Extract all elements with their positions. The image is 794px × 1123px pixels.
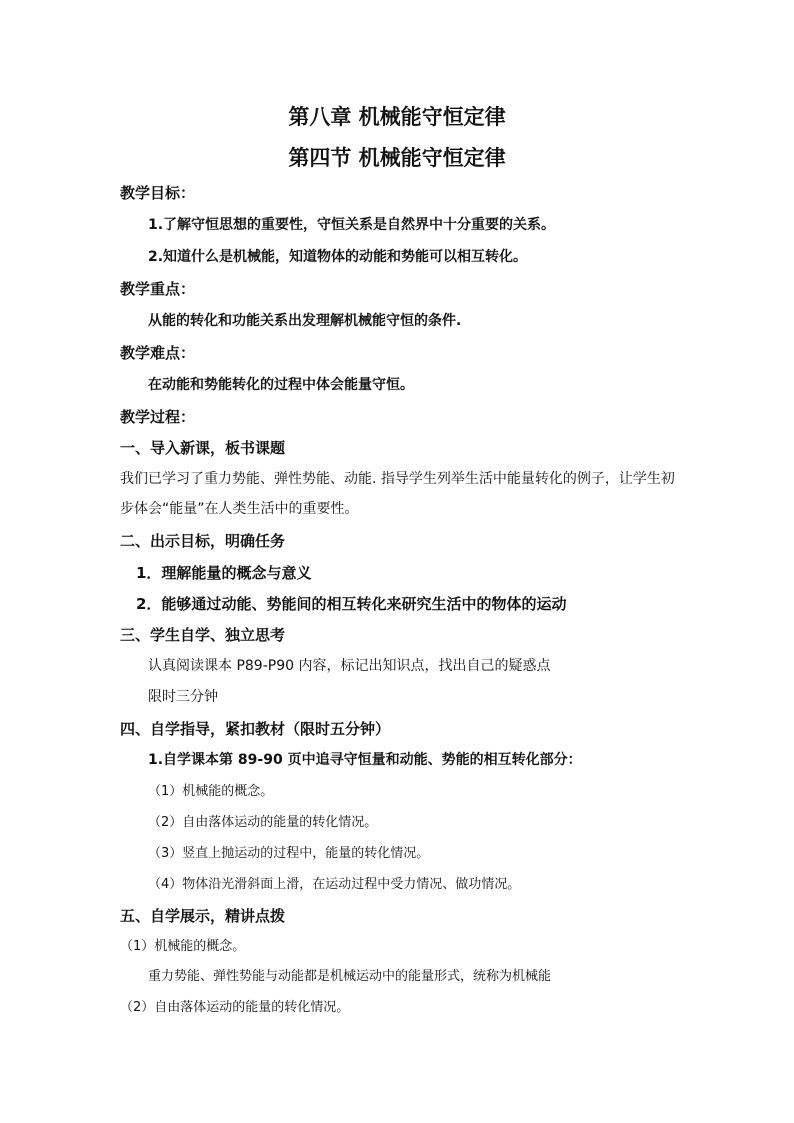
part4-question-1: （1）机械能的概念。 (148, 784, 274, 799)
part4-intro: 1.自学课本第 89-90 页中追寻守恒量和动能、势能的相互转化部分： (148, 752, 582, 768)
part4-heading: 四、自学指导，紧扣教材（限时五分钟） (120, 720, 391, 738)
part3-heading: 三、学生自学、独立思考 (120, 626, 286, 644)
part3-text-2: 限时三分钟 (148, 689, 218, 705)
difficulties-heading: 教学难点： (120, 344, 196, 362)
difficulties-text: 在动能和势能转化的过程中体会能量守恒。 (148, 377, 414, 393)
objective-2: 2.知道什么是机械能，知道物体的动能和势能可以相互转化。 (148, 249, 528, 265)
part3-text-1: 认真阅读课本 P89-P90 内容，标记出知识点，找出自己的疑惑点 (148, 658, 551, 674)
part2-item-2: 2．能够通过动能、势能间的相互转化来研究生活中的物体的运动 (136, 595, 567, 613)
key-points-heading: 教学重点： (120, 280, 196, 298)
part4-question-2: （2）自由落体运动的能量的转化情况。 (148, 815, 378, 830)
part5-answer-1: 重力势能、弹性势能与动能都是机械运动中的能量形式，统称为机械能 (148, 969, 552, 984)
objective-1: 1.了解守恒思想的重要性，守恒关系是自然界中十分重要的关系。 (148, 217, 556, 233)
part2-item-1: 1．理解能量的概念与意义 (136, 564, 312, 582)
chapter-title: 第八章 机械能守恒定律 (288, 105, 506, 129)
part5-question-2: （2）自由落体运动的能量的转化情况。 (120, 1000, 350, 1015)
part4-question-4: （4）物体沿光滑斜面上滑，在运动过程中受力情况、做功情况。 (148, 877, 521, 892)
part1-heading: 一、导入新课，板书课题 (120, 439, 286, 457)
part4-question-3: （3）竖直上抛运动的过程中，能量的转化情况。 (148, 846, 430, 861)
objectives-heading: 教学目标： (120, 184, 196, 202)
process-heading: 教学过程： (120, 408, 196, 426)
part5-heading: 五、自学展示，精讲点拨 (120, 907, 286, 925)
part1-text-line2: 步体会“能量”在人类生活中的重要性。 (120, 501, 359, 517)
part1-text-line1: 我们已学习了重力势能、弹性势能、动能. 指导学生列举生活中能量转化的例子，让学生初 (120, 471, 675, 487)
part2-heading: 二、出示目标，明确任务 (120, 532, 286, 550)
key-points-text: 从能的转化和功能关系出发理解机械能守恒的条件. (148, 313, 462, 329)
part5-question-1: （1）机械能的概念。 (120, 939, 246, 954)
section-title: 第四节 机械能守恒定律 (288, 146, 506, 170)
